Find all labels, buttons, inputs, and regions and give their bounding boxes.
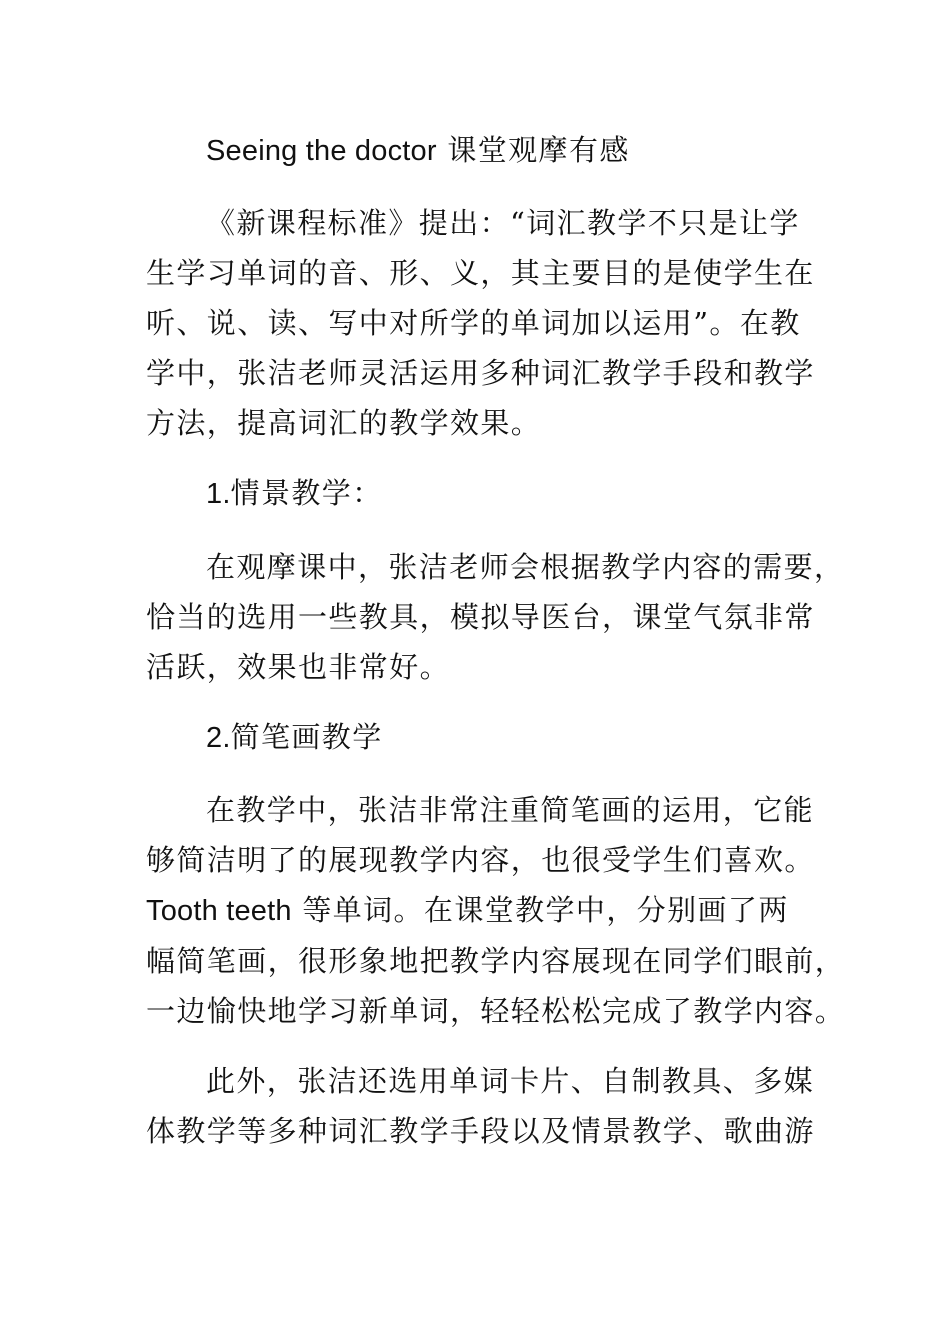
intro-line-1: 《新课程标准》提出：“词汇教学不只是让学 xyxy=(206,206,800,240)
closing-line-1: 此外，张洁还选用单词卡片、自制教具、多媒 xyxy=(206,1064,815,1098)
section2-heading-text: 简笔画教学 xyxy=(230,720,383,754)
title-chinese: 课堂观摩有感 xyxy=(436,133,630,167)
intro-paragraph xyxy=(146,198,816,448)
closing-line-2: 体教学等多种词汇教学手段以及情景教学、歌曲游 xyxy=(146,1114,815,1148)
intro-line-3: 听、说、读、写中对所学的单词加以运用”。在教 xyxy=(146,306,801,340)
section1-heading-line xyxy=(146,468,816,519)
section2-line-3 xyxy=(146,885,816,936)
section2-heading xyxy=(146,712,816,763)
section1-line-3: 活跃，效果也非常好。 xyxy=(146,650,451,684)
section2-heading-line xyxy=(146,712,816,763)
intro-line-4: 学中，张洁老师灵活运用多种词汇教学手段和教学 xyxy=(146,356,815,390)
section2-line-5: 一边愉快地学习新单词，轻轻松松完成了教学内容。 xyxy=(146,994,846,1028)
section2-line-1: 在教学中，张洁非常注重简笔画的运用，它能 xyxy=(206,793,815,827)
title-english: Seeing the doctor xyxy=(206,135,437,167)
section1-heading-number: 1. xyxy=(206,478,231,510)
section1-heading xyxy=(146,468,816,519)
section2-line-2: 够简洁明了的展现教学内容，也很受学生们喜欢。 xyxy=(146,843,815,877)
section1-line-2: 恰当的选用一些教具，模拟导医台，课堂气氛非常 xyxy=(146,600,815,634)
section1-paragraph xyxy=(146,542,845,692)
section1-heading-text: 情景教学： xyxy=(230,476,383,510)
intro-line-5: 方法，提高词汇的教学效果。 xyxy=(146,406,542,440)
document-title xyxy=(146,125,816,176)
section2-paragraph xyxy=(146,785,846,1036)
section2-line-3-chinese: 等单词。在课堂教学中，分别画了两 xyxy=(291,893,789,927)
closing-paragraph xyxy=(146,1056,816,1156)
section2-line-4: 幅简笔画，很形象地把教学内容展现在同学们眼前， xyxy=(146,944,846,978)
title-line xyxy=(146,125,816,176)
section1-line-1: 在观摩课中，张洁老师会根据教学内容的需要， xyxy=(206,550,845,584)
intro-line-2: 生学习单词的音、形、义，其主要目的是使学生在 xyxy=(146,256,815,290)
section2-heading-number: 2. xyxy=(206,722,231,754)
section2-line-3-english: Tooth teeth xyxy=(146,895,292,927)
